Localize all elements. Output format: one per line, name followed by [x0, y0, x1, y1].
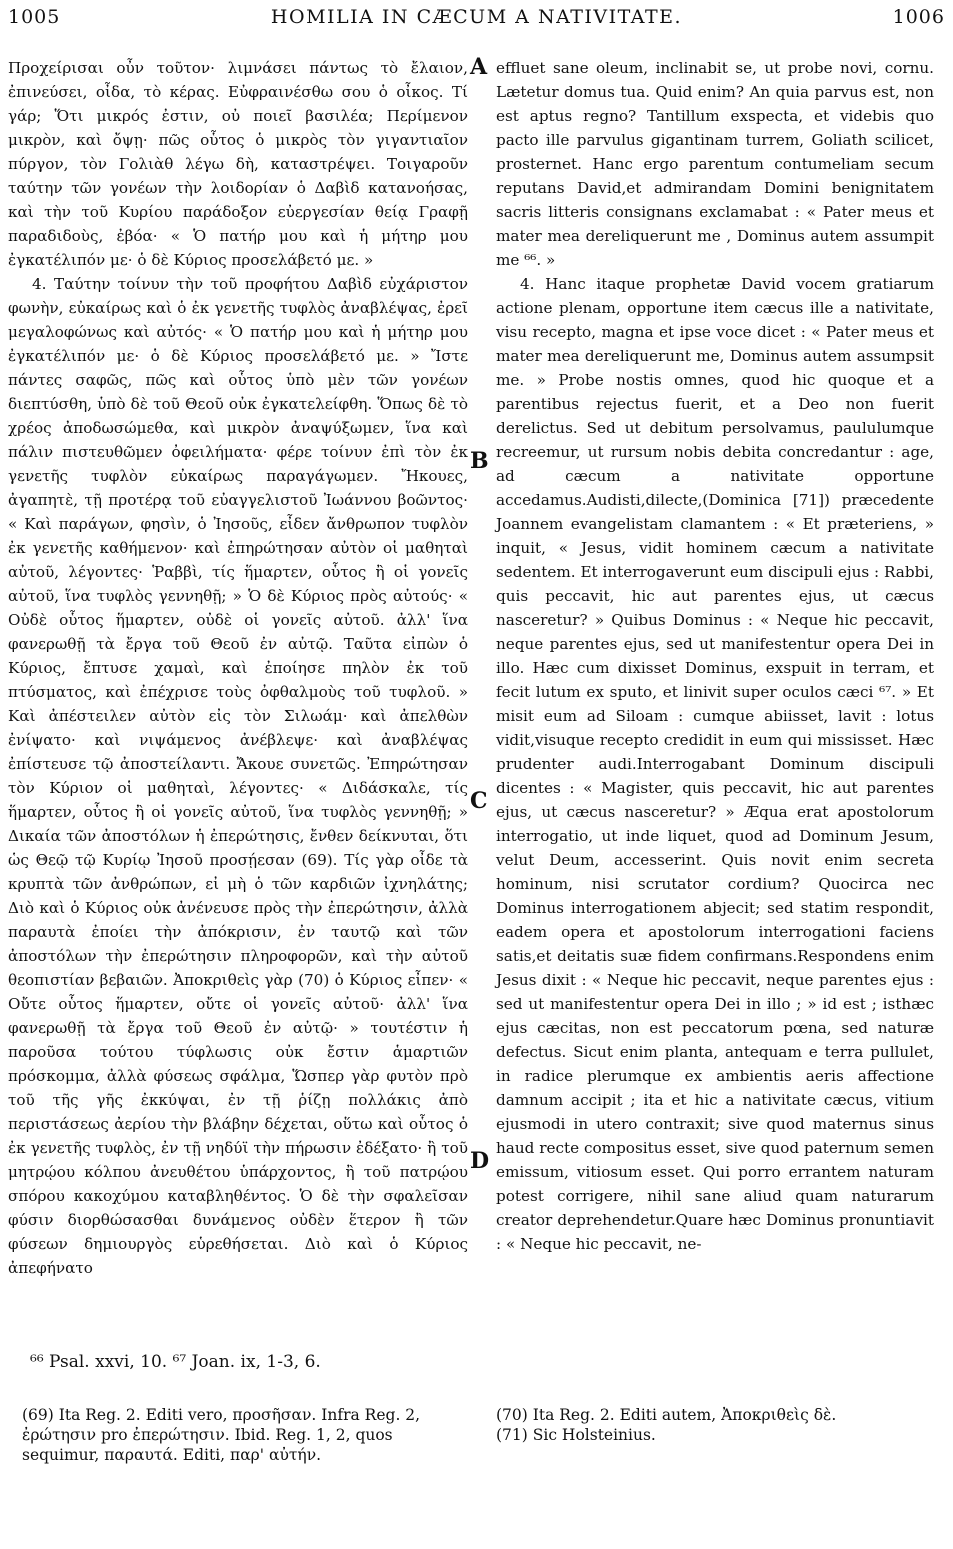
running-title: HOMILIA IN CÆCUM A NATIVITATE. — [270, 6, 683, 28]
footnotes-left: (69) Ita Reg. 2. Editi vero, προσῆσαν. Infra Reg. 2, ἐρώτησιν pro ἐπερώτησιν. Ibid. Reg. 1, 2, quos sequimur, παραυτά. Editi, παρ' αὐτήν. — [22, 1406, 421, 1464]
footnote-71: (71) Sic Holsteinius. — [496, 1426, 656, 1444]
margin-marker-b: B — [470, 448, 489, 474]
greek-column — [8, 56, 468, 1280]
page-number-left: 1005 — [8, 6, 61, 28]
page-number-right: 1006 — [892, 6, 945, 28]
greek-paragraph-1: Προχείρισαι οὖν τοῦτον· λιμνάσει πάντως τὸ ἔλαιον, ἐπινεύσει, οἶδα, τὸ κέρας. Εὐφραινέσθω σου ὁ οἶκος. Τί γάρ; Ὅτι μικρός ἐστιν, οὐ ποιεῖ βασιλέα; Περίμενον μικρὸν, καὶ ὄψῃ· πῶς οὗτος ὁ μικρὸς τὸν γιγαντιαῖον πύργον, τὸν Γολιὰθ λέγω δὴ, καταστρέψει. Τοιγαροῦν ταύτην τῶν γονέων τὴν λοιδορίαν ὁ Δαβὶδ κατανοήσας, καὶ τὴν τοῦ Κυρίου παράδοξον εὐεργεσίαν θείᾳ Γραφῇ παραδιδοὺς, ἐβόα· « Ὁ πατήρ μου καὶ ἡ μήτηρ μου ἐγκατέλιπόν με· ὁ δὲ Κύριος προσελάβετό με. » — [8, 59, 468, 269]
latin-paragraph-1: effluet sane oleum, inclinabit se, ut probe novi, cornu. Lætetur domus tua. Quid enim? An quia parvus est, non est aptus regno? Tantillum exspecta, et videbis quo pacto ille parvulus gigantinam turrem, Goliath scilicet, prosternet. Hanc ergo parentum contumeliam secum reputans David,et admirandam Domini benignitatem sacris litteris consignans exclamabat : « Pater meus et mater mea dereliquerunt me , Dominus autem assumpit me ⁶⁶. » — [496, 59, 934, 269]
scripture-references: ⁶⁶ Psal. xxvi, 10. ⁶⁷ Joan. ix, 1-3, 6. — [30, 1352, 321, 1372]
page-header — [8, 6, 945, 40]
margin-marker-d: D — [470, 1148, 490, 1174]
latin-paragraph-2: 4. Hanc itaque prophetæ David vocem gratiarum actione plenam, opportune item cæcus ille a nativitate, visu recepto, magna et ipse voce dicet : « Pater meus et mater mea dereliquerunt me, Dominus autem assumpsit me. » Probe nostis omnes, quod hic quoque et a parentibus rejectus fuerit, et a Deo non fuerit derelictus. Sed ut debitum persolvamus, paululumque recreemur, ut rursum nobis debita concredantur : age, ad cæcum a nativitate opportune accedamus.Audisti,dilecte,(Dominica [71]) præcedente Joannem evangelistam clamantem : « Et præteriens, » inquit, « Jesus, vidit hominem cæcum a nativitate sedentem. Et interrogaverunt eum discipuli ejus : Rabbi, quis peccavit, hic aut parentes ejus, ut cæcus nasceretur? » Quibus Dominus : « Neque hic peccavit, neque parentes ejus, sed ut manifestentur opera Dei in illo. Hæc cum dixisset Dominus, exspuit in terram, et fecit lutum ex sputo, et linivit super oculos cæci ⁶⁷. » Et misit eum ad Siloam : cumque abiisset, lavit : lotus vidit,visuque recepto credidit in eum qui mississet. Hæc prudenter audi.Interrogabant Dominum discipuli dicentes : « Magister, quis peccavit, hic aut parentes ejus, ut cæcus nasceretur? » Æqua erat apostolorum interrogatio, ut inde liquet, quod ad Dominum Jesum, velut Deum, accesserint. Quis novit enim secreta hominum, nisi scrutator cordium? Quocirca nec Dominus interrogationem abjecit; sed statim respondit, eadem opera et apostolorum interrogationi faciens satis,et deitatis suæ fidem confirmans.Respondens enim Jesus dixit : « Neque hic peccavit, neque parentes ejus : sed ut manifestentur opera Dei in illo ; » id est ; isthæc ejus cæcitas, non est peccatorum pœna, sed naturæ defectus. Sicut enim planta, antequam e terra pullulet, in radice plerumque ex ambientis aeris affectione damnum accipit ; ita et hic a nativitate cæcus, vitium ejusmodi in utero contraxit; sive quod maternus sinus haud recte compositus esset, sive quod paternum semen emissum, vitiosum esset. Qui porro errantem naturam potest corrigere, nihil sane aliud quam naturarum creator deprehendetur.Quare hæc Dominus pronuntiavit : « Neque hic peccavit, ne- — [496, 275, 934, 1253]
margin-marker-a: A — [470, 54, 488, 80]
greek-paragraph-2: 4. Ταύτην τοίνυν τὴν τοῦ προφήτου Δαβὶδ εὐχάριστον φωνὴν, εὐκαίρως καὶ ὁ ἐκ γενετῆς τυφλὸς ἀναβλέψας, ἐρεῖ μεγαλοφώνως καὶ αὐτός· « Ὁ πατήρ μου καὶ ἡ μήτηρ μου ἐγκατέλιπόν με· ὁ δὲ Κύριος προσελάβετό με. » Ἴστε πάντες σαφῶς, πῶς καὶ οὗτος ὑπὸ μὲν τῶν γονέων διεπτύσθη, ὑπὸ δὲ τοῦ Θεοῦ οὐκ ἐγκατελείφθη. Ὅπως δὲ τὸ χρέος ἀποδωσώμεθα, καὶ μικρὸν ἀναψύξωμεν, ἵνα καὶ πάλιν πιστευθῶμεν ὀφειλήματα· φέρε τοίνυν ἐπὶ τὸν ἐκ γενετῆς τυφλὸν εὐκαίρως παραγάγωμεν. Ἤκουες, ἀγαπητὲ, τῇ προτέρᾳ τοῦ εὐαγγελιστοῦ Ἰωάννου βοῶντος· « Καὶ παράγων, φησὶν, ὁ Ἰησοῦς, εἶδεν ἄνθρωπον τυφλὸν ἐκ γενετῆς καθήμενον· καὶ ἐπηρώτησαν αὐτὸν οἱ μαθηταὶ αὐτοῦ, λέγοντες· Ῥαββὶ, τίς ἥμαρτεν, οὗτος ἢ οἱ γονεῖς αὐτοῦ, ἵνα τυφλὸς γεννηθῇ; » Ὁ δὲ Κύριος πρὸς αὐτούς· « Οὐδὲ οὗτος ἥμαρτεν, οὐδὲ οἱ γονεῖς αὐτοῦ. ἀλλ' ἵνα φανερωθῇ τὰ ἔργα τοῦ Θεοῦ ἐν αὐτῷ. Ταῦτα εἰπὼν ὁ Κύριος, ἔπτυσε χαμαὶ, καὶ ἐποίησε πηλὸν ἐκ τοῦ πτύσματος, καὶ ἐπέχρισε τοὺς ὀφθαλμοὺς τοῦ τυφλοῦ. » Καὶ ἀπέστειλεν αὐτὸν εἰς τὸν Σιλωάμ· καὶ ἀπελθὼν ἐνίψατο· καὶ νιψάμενος ἀνέβλεψε· καὶ ἀναβλέψας ἐπίστευσε τῷ ἀποστείλαντι. Ἄκουε συνετῶς. Ἐπηρώτησαν τὸν Κύριον οἱ μαθηταὶ, λέγοντες· « Διδάσκαλε, τίς ἥμαρτεν, οὗτος ἢ οἱ γονεῖς αὐτοῦ, ἵνα τυφλὸς γεννηθῇ; » Δικαία τῶν ἀποστόλων ἡ ἐπερώτησις, ἔνθεν δείκνυται, ὅτι ὡς Θεῷ τῷ Κυρίῳ Ἰησοῦ προσῄεσαν (69). Τίς γὰρ οἶδε τὰ κρυπτὰ τῶν ἀνθρώπων, εἰ μὴ ὁ τῶν καρδιῶν ἰχνηλάτης; Διὸ καὶ ὁ Κύριος οὐκ ἀνένευσε πρὸς τὴν ἐπερώτησιν, ἀλλὰ παραυτὰ ἐποίει τὴν ἀπόκρισιν, ἐν ταυτῷ καὶ τῶν ἀποστόλων τὴν ἐπερώτησιν πληροφορῶν, καὶ τὴν αὐτοῦ θεοπιστίαν βεβαιῶν. Ἀποκριθεὶς γὰρ (70) ὁ Κύριος εἶπεν· « Οὔτε οὗτος ἥμαρτεν, οὔτε οἱ γονεῖς αὐτοῦ· ἀλλ' ἵνα φανερωθῇ τὰ ἔργα τοῦ Θεοῦ ἐν αὐτῷ· » τουτέστιν ἡ παροῦσα τούτου τύφλωσις οὐκ ἔστιν ἁμαρτιῶν πρόσκομμα, ἀλλὰ φύσεως σφάλμα, Ὥσπερ γὰρ φυτὸν πρὸ τοῦ τῆς γῆς ἐκκύψαι, ἐν τῇ ῥίζῃ πολλάκις ἀπὸ περιστάσεως ἀερίου τὴν βλάβην δέχεται, οὕτω καὶ οὗτος ὁ ἐκ γενετῆς τυφλὸς, ἐν τῇ νηδύϊ τὴν πήρωσιν ἐδέξατο· ἢ τοῦ μητρῴου κόλπου ἀνευθέτου ὑπάρχοντος, ἢ τοῦ πατρῴου σπόρου κακοχύμου καταβληθέντος. Ὁ δὲ τὴν σφαλεῖσαν φύσιν διορθώσασθαι δυνάμενος οὐδὲν ἕτερον ἢ τῶν φύσεων δημιουργὸς εὑρεθήσεται. Διὸ καὶ ὁ Κύριος ἀπεφήνατο — [8, 275, 468, 1277]
margin-marker-c: C — [470, 788, 488, 814]
latin-column — [496, 56, 934, 1256]
footnotes-right — [496, 1405, 926, 1445]
footnote-70: (70) Ita Reg. 2. Editi autem, Ἀποκριθεὶς δὲ. — [496, 1406, 837, 1424]
